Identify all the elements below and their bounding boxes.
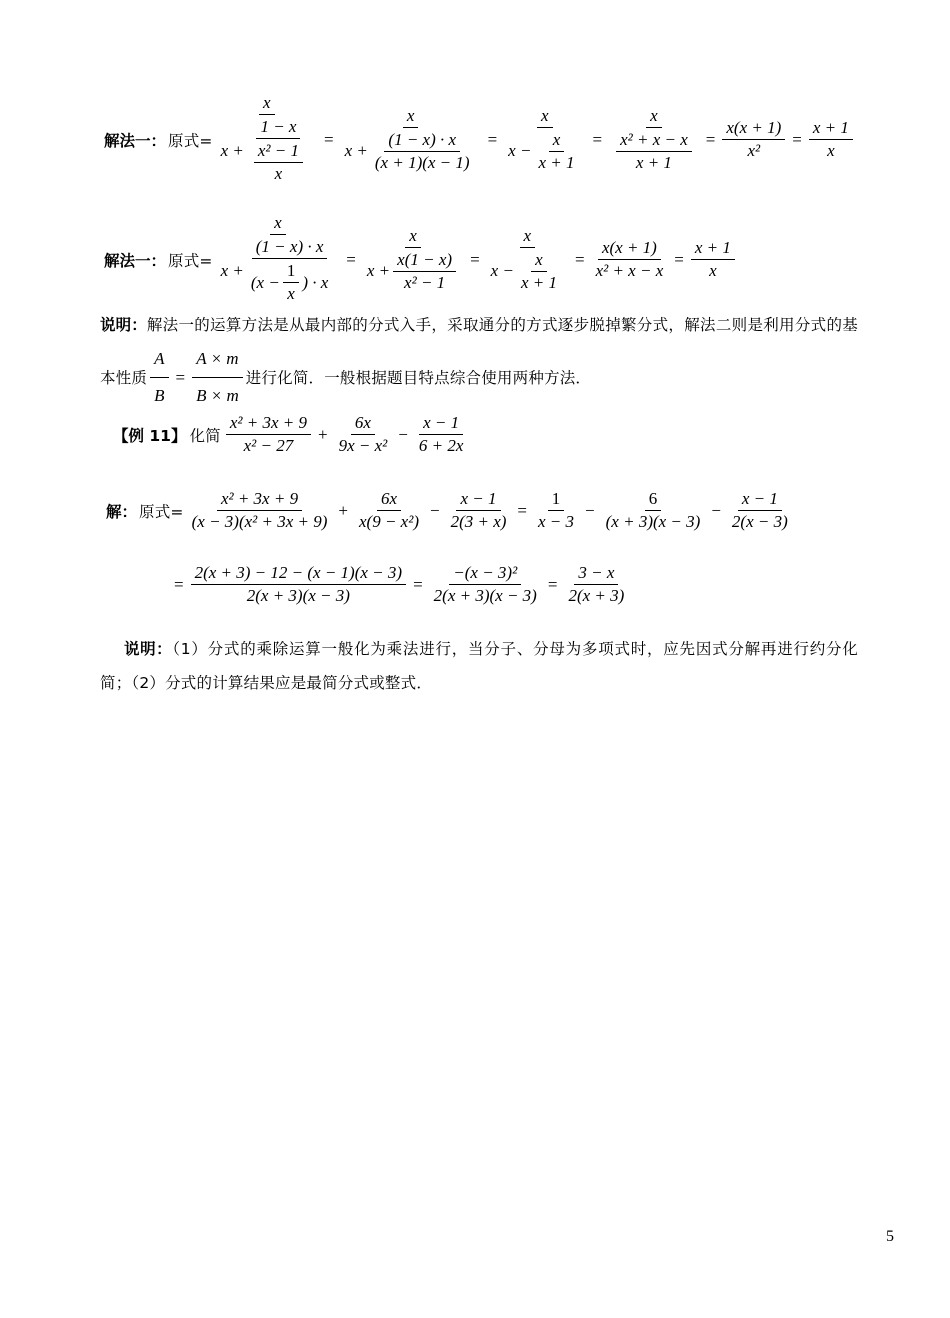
s2-step3-inner-num: x — [531, 249, 547, 272]
s1-step3-numerator: x — [537, 105, 553, 128]
example-term-2-num: 6x — [351, 412, 375, 435]
solution-two-line — [104, 212, 738, 307]
math-expression-s2-step2 — [363, 225, 463, 295]
sol-l2-term-1-num: 2(x + 3) − 12 − (x − 1)(x − 3) — [191, 562, 406, 585]
solution-two-lead: 原式= — [168, 251, 213, 270]
math-expression-s2-step5 — [691, 237, 735, 282]
s1-step2-inner-frac — [371, 129, 474, 174]
note-one-right-fraction — [192, 341, 243, 414]
s1-step2-inner-den: (x + 1)(x − 1) — [374, 152, 470, 172]
s1-step1-denominator — [217, 115, 317, 187]
sol-l1-term-5-den: (x + 3)(x − 3) — [605, 512, 701, 531]
s1-step3-inner-num: x — [549, 129, 565, 152]
sol-l2-op-2: = — [413, 574, 423, 594]
sol-l1-term-4-num: 1 — [548, 488, 565, 511]
sol-l2-term-2-den: 2(x + 3)(x − 3) — [433, 586, 537, 605]
note-one-text-after: 进行化简．一般根据题目特点综合使用两种方法． — [245, 369, 592, 387]
s1-step6-numerator: x + 1 — [809, 117, 853, 140]
math-expression-step2 — [341, 105, 481, 175]
s1-step3-inner-frac — [534, 129, 578, 174]
equals-sign-s2-2: = — [470, 249, 480, 269]
s1-step1-inner-den — [247, 139, 310, 186]
example-solution-row-1 — [106, 488, 795, 533]
s2-step1-inner2-num: 1 — [283, 260, 300, 283]
s1-step3-denominator — [504, 128, 585, 175]
sol-l1-term-2 — [355, 488, 423, 533]
s1-step4-numerator: x — [646, 105, 662, 128]
s1-step1-inner2-den: x — [274, 164, 283, 183]
example-11-block — [113, 412, 470, 457]
example-op-2: − — [398, 424, 408, 444]
solution-two-label: 解法一： — [104, 251, 167, 270]
math-expression-step6 — [809, 117, 853, 162]
s1-step2-inner-num: (1 − x) · x — [384, 129, 460, 152]
sol-l1-term-3 — [447, 488, 511, 533]
s2-step1-den-left: x + — [220, 261, 244, 280]
example-term-1 — [226, 412, 311, 457]
page-number: 5 — [886, 1228, 894, 1245]
sol-l1-term-6-num: x − 1 — [738, 488, 782, 511]
s1-step3-inner-den: x + 1 — [538, 152, 575, 172]
sol-l1-op-5: − — [585, 500, 595, 520]
sol-l1-term-5-num: 6 — [645, 488, 662, 511]
s2-step4-denominator: x² + x − x — [595, 261, 664, 280]
s1-step4-inner-den: x + 1 — [635, 152, 672, 172]
math-expression-step4 — [609, 105, 699, 175]
sol-l2-term-3 — [564, 562, 628, 607]
sol-l1-op-2: + — [338, 500, 348, 520]
s1-step4-denominator — [609, 128, 699, 175]
sol-l1-term-3-den: 2(3 + x) — [450, 512, 507, 531]
note-one-text-before: 解法一的运算方法是从最内部的分式入手，采取通分的方式逐步脱掉繁分式，解法二则是利用分式的基本性质 — [100, 316, 858, 387]
sol-l2-term-2 — [430, 562, 541, 607]
example-solution-label: 解： — [106, 502, 138, 521]
note-two-text: （1）分式的乘除运算一般化为乘法进行，当分子、分母为多项式时，应先因式分解再进行约分化简；（2）分式的计算结果应是最简分式或整式． — [100, 640, 858, 692]
example-term-3 — [415, 412, 468, 457]
equals-sign-4: = — [705, 129, 716, 149]
sol-l1-term-2-den: x(9 − x²) — [359, 512, 419, 531]
example-term-2-den: 9x − x² — [338, 436, 388, 455]
sol-l1-term-6 — [728, 488, 792, 533]
example-term-2 — [335, 412, 392, 457]
s1-step2-den-left: x + — [344, 141, 368, 160]
example-tag: 【例 11】 — [113, 426, 187, 445]
s2-step5-numerator: x + 1 — [691, 237, 735, 260]
note-one-right-num: A × m — [192, 341, 242, 378]
sol-l2-term-1 — [191, 562, 406, 607]
s2-step2-den-left: x + — [366, 261, 391, 280]
math-expression-s2-step4 — [592, 237, 668, 282]
sol-l2-op-3: = — [547, 574, 558, 594]
equals-sign-1: = — [324, 129, 334, 149]
s2-step2-inner-frac — [393, 249, 456, 294]
s2-step3-inner-frac — [517, 249, 561, 294]
equals-sign-3: = — [592, 129, 603, 149]
sol-l1-term-1-num: x² + 3x + 9 — [217, 488, 302, 511]
sol-l1-term-2-num: 6x — [377, 488, 401, 511]
equals-sign-5: = — [792, 129, 802, 149]
math-expression-s2-step3 — [487, 225, 568, 295]
sol-l1-term-5 — [602, 488, 705, 533]
sol-l1-term-4 — [534, 488, 578, 533]
example-term-3-den: 6 + 2x — [418, 436, 464, 455]
sol-l1-term-6-den: 2(x − 3) — [731, 512, 788, 531]
equals-sign-s2-4: = — [674, 249, 684, 269]
s1-step3-den-left: x − — [508, 141, 532, 160]
s1-step1-inner2-num: x² − 1 — [254, 140, 303, 163]
sol-l2-op-1: = — [174, 574, 184, 594]
s2-step5-denominator: x — [709, 261, 717, 280]
note-one-left-den: B — [154, 386, 165, 405]
example-term-3-num: x − 1 — [419, 412, 463, 435]
s2-step1-inner2-den: x — [287, 284, 295, 303]
math-expression-step1 — [217, 92, 317, 187]
s1-step1-numerator: x — [259, 92, 275, 115]
s2-step1-denominator — [217, 235, 340, 307]
sol-l2-term-3-num: 3 − x — [574, 562, 618, 585]
s2-step4-numerator: x(x + 1) — [598, 237, 661, 260]
s1-step4-inner-frac — [616, 129, 692, 174]
s2-step3-denominator — [487, 248, 568, 295]
s1-step6-denominator: x — [827, 141, 835, 160]
example-solution-line-2 — [170, 562, 631, 607]
s1-step4-inner-num: x² + x − x — [616, 129, 692, 152]
math-expression-step3 — [504, 105, 585, 175]
s1-step2-denominator — [341, 128, 481, 175]
solution-one-label: 解法一： — [104, 131, 167, 150]
note-two-label: 说明： — [124, 640, 173, 658]
s1-step2-numerator: x — [403, 105, 419, 128]
note-one-label: 说明： — [100, 316, 147, 334]
s1-step5-numerator: x(x + 1) — [722, 117, 785, 140]
example-solution-lead: 原式= — [139, 502, 184, 521]
equals-sign-2: = — [487, 129, 498, 149]
example-solution-line-1 — [106, 488, 795, 533]
sol-l2-term-1-den: 2(x + 3)(x − 3) — [246, 586, 350, 605]
s2-step2-inner-den: x² − 1 — [404, 272, 446, 292]
sol-l1-op-6: − — [711, 500, 721, 520]
note-one-left-fraction — [150, 341, 168, 414]
s1-step1-inner2-frac — [254, 140, 303, 185]
example-term-1-num: x² + 3x + 9 — [226, 412, 311, 435]
s2-step1-numerator: x — [270, 212, 286, 235]
s2-step3-numerator: x — [520, 225, 536, 248]
sol-l1-op-3: − — [429, 500, 440, 520]
sol-l1-term-3-num: x − 1 — [456, 488, 500, 511]
equals-sign-s2-3: = — [574, 249, 585, 269]
s2-step1-inner-num: (1 − x) · x — [252, 236, 328, 259]
s2-step1-inner-den — [247, 259, 332, 306]
s2-step3-den-left: x − — [490, 261, 514, 280]
s2-step3-inner-den: x + 1 — [520, 272, 557, 292]
example-11-row — [113, 412, 470, 457]
s2-step2-denominator — [363, 248, 463, 295]
example-solution-row-2 — [170, 562, 631, 607]
s2-step1-inner2-frac — [283, 260, 300, 305]
note-one-right-den: B × m — [196, 386, 239, 405]
math-expression-step5 — [722, 117, 785, 162]
solution-one-lead: 原式= — [168, 131, 213, 150]
s2-step2-inner-num: x(1 − x) — [393, 249, 456, 272]
example-verb: 化简 — [189, 426, 221, 445]
note-two-paragraph — [100, 632, 858, 700]
solution-two-row — [104, 212, 738, 307]
solution-one-row — [104, 92, 856, 187]
note-one-formula — [147, 341, 246, 414]
solution-one-line — [104, 92, 856, 187]
note-one-left-num: A — [150, 341, 168, 378]
example-op-1: + — [318, 424, 328, 444]
example-term-1-den: x² − 27 — [243, 436, 294, 455]
note-one-equals: = — [175, 367, 186, 387]
sol-l1-term-1 — [188, 488, 332, 533]
sol-l1-op-4: = — [517, 500, 528, 520]
s2-step1-inner-den-post: ) · x — [302, 272, 329, 292]
s1-step1-inner-num: 1 − x — [256, 116, 300, 139]
sol-l2-term-3-den: 2(x + 3) — [568, 586, 625, 605]
s1-step1-den-left: x + — [220, 141, 244, 160]
s2-step1-inner-frac — [247, 236, 332, 306]
equals-sign-s2-1: = — [346, 249, 356, 269]
note-one-paragraph — [100, 308, 858, 415]
sol-l2-term-2-num: −(x − 3)² — [449, 562, 521, 585]
s2-step2-numerator: x — [405, 225, 421, 248]
sol-l1-term-1-den: (x − 3)(x² + 3x + 9) — [191, 512, 328, 531]
s1-step1-inner-frac — [247, 116, 310, 186]
math-expression-s2-step1 — [217, 212, 340, 307]
s2-step1-inner-den-pre: (x − — [250, 272, 280, 292]
sol-l1-term-4-den: x − 3 — [538, 512, 575, 531]
s1-step5-denominator: x² — [747, 141, 761, 160]
